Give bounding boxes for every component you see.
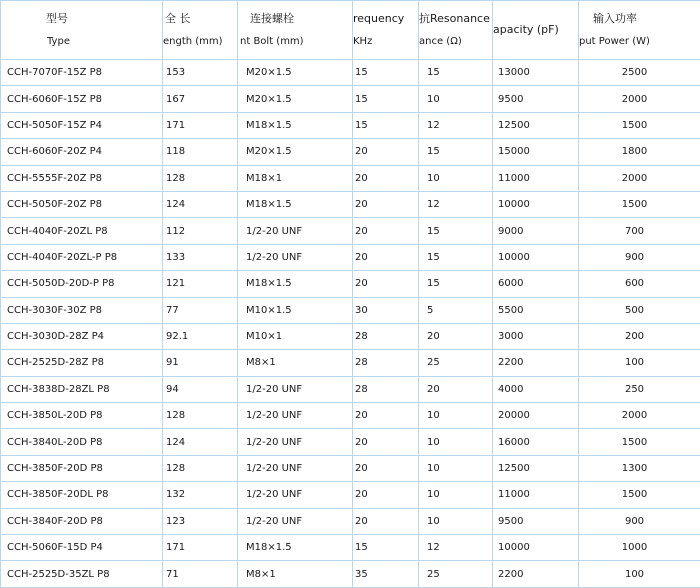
cell-resonance: 15: [419, 218, 493, 244]
cell-model: CCH-3838D-28ZL P8: [1, 376, 163, 402]
table-row: [1, 165, 700, 191]
cell-length: 128: [163, 165, 238, 191]
cell-resonance: 20: [419, 323, 493, 349]
cell-power: 900: [579, 244, 700, 270]
cell-frequency: 20: [353, 218, 419, 244]
cell-bolt: 1/2-20 UNF: [238, 244, 353, 270]
cell-power: 100: [579, 350, 700, 376]
cell-model: CCH-5050F-20Z P8: [1, 191, 163, 217]
cell-frequency: 20: [353, 244, 419, 270]
cell-resonance: 10: [419, 165, 493, 191]
cell-length: 128: [163, 403, 238, 429]
cell-length: 94: [163, 376, 238, 402]
cell-frequency: 20: [353, 455, 419, 481]
table-row: [1, 218, 700, 244]
cell-frequency: 28: [353, 376, 419, 402]
header-bolt: [238, 1, 353, 60]
cell-length: 112: [163, 218, 238, 244]
table-row: [1, 508, 700, 534]
cell-bolt: M20×1.5: [238, 86, 353, 112]
cell-capacity: 12500: [493, 112, 579, 138]
cell-power: 2000: [579, 86, 700, 112]
cell-power: 1000: [579, 535, 700, 561]
cell-model: CCH-6060F-15Z P8: [1, 86, 163, 112]
cell-model: CCH-4040F-20ZL-P P8: [1, 244, 163, 270]
header-frequency: [353, 1, 419, 60]
cell-power: 1500: [579, 429, 700, 455]
table-body: [1, 60, 700, 588]
cell-power: 250: [579, 376, 700, 402]
cell-model: CCH-5050F-15Z P4: [1, 112, 163, 138]
cell-power: 2000: [579, 403, 700, 429]
cell-resonance: 5: [419, 297, 493, 323]
cell-frequency: 28: [353, 350, 419, 376]
cell-length: 121: [163, 271, 238, 297]
cell-power: 1800: [579, 139, 700, 165]
header-power-en: put Power (W): [579, 36, 700, 47]
cell-model: CCH-5555F-20Z P8: [1, 165, 163, 191]
cell-bolt: 1/2-20 UNF: [238, 429, 353, 455]
header-frequency-unit: KHz: [353, 36, 418, 47]
cell-bolt: 1/2-20 UNF: [238, 455, 353, 481]
cell-capacity: 3000: [493, 323, 579, 349]
cell-capacity: 4000: [493, 376, 579, 402]
cell-power: 100: [579, 561, 700, 587]
cell-capacity: 10000: [493, 535, 579, 561]
cell-frequency: 15: [353, 112, 419, 138]
header-capacity-en: apacity (pF): [493, 23, 578, 36]
header-length: [163, 1, 238, 60]
table-row: [1, 482, 700, 508]
cell-resonance: 12: [419, 535, 493, 561]
cell-model: CCH-3030F-30Z P8: [1, 297, 163, 323]
cell-bolt: M18×1.5: [238, 535, 353, 561]
cell-power: 1500: [579, 191, 700, 217]
cell-bolt: M20×1.5: [238, 60, 353, 86]
cell-resonance: 12: [419, 112, 493, 138]
cell-length: 124: [163, 191, 238, 217]
cell-capacity: 6000: [493, 271, 579, 297]
cell-length: 91: [163, 350, 238, 376]
header-length-zh: 全 长: [163, 10, 237, 26]
table-row: [1, 60, 700, 86]
cell-frequency: 35: [353, 561, 419, 587]
cell-frequency: 20: [353, 403, 419, 429]
cell-resonance: 15: [419, 271, 493, 297]
header-power: [579, 1, 700, 60]
cell-bolt: M8×1: [238, 350, 353, 376]
cell-bolt: M20×1.5: [238, 139, 353, 165]
header-bolt-en: nt Bolt (mm): [238, 36, 352, 47]
cell-model: CCH-3850F-20DL P8: [1, 482, 163, 508]
cell-frequency: 15: [353, 535, 419, 561]
cell-resonance: 25: [419, 350, 493, 376]
cell-model: CCH-2525D-35ZL P8: [1, 561, 163, 587]
table-row: [1, 429, 700, 455]
cell-resonance: 25: [419, 561, 493, 587]
cell-power: 700: [579, 218, 700, 244]
cell-resonance: 10: [419, 508, 493, 534]
cell-frequency: 20: [353, 165, 419, 191]
cell-resonance: 10: [419, 455, 493, 481]
cell-power: 1300: [579, 455, 700, 481]
cell-bolt: M10×1: [238, 323, 353, 349]
cell-length: 118: [163, 139, 238, 165]
cell-capacity: 15000: [493, 139, 579, 165]
cell-power: 2000: [579, 165, 700, 191]
cell-resonance: 10: [419, 86, 493, 112]
cell-frequency: 20: [353, 508, 419, 534]
cell-frequency: 28: [353, 323, 419, 349]
cell-power: 2500: [579, 60, 700, 86]
cell-length: 92.1: [163, 323, 238, 349]
header-resonance-en: ance (Ω): [419, 36, 492, 47]
cell-resonance: 15: [419, 60, 493, 86]
cell-resonance: 10: [419, 429, 493, 455]
header-row: [1, 1, 700, 60]
header-resonance-zh: 抗Resonance: [419, 10, 492, 26]
header-length-en: ength (mm): [163, 36, 237, 47]
cell-resonance: 20: [419, 376, 493, 402]
cell-bolt: 1/2-20 UNF: [238, 508, 353, 534]
cell-resonance: 15: [419, 139, 493, 165]
table-row: [1, 191, 700, 217]
cell-bolt: M18×1: [238, 165, 353, 191]
cell-length: 128: [163, 455, 238, 481]
table-row: [1, 323, 700, 349]
cell-length: 71: [163, 561, 238, 587]
table-row: [1, 271, 700, 297]
table-row: [1, 112, 700, 138]
cell-model: CCH-3030D-28Z P4: [1, 323, 163, 349]
cell-length: 167: [163, 86, 238, 112]
table-row: [1, 350, 700, 376]
cell-power: 1500: [579, 482, 700, 508]
cell-bolt: 1/2-20 UNF: [238, 403, 353, 429]
cell-length: 77: [163, 297, 238, 323]
cell-bolt: 1/2-20 UNF: [238, 482, 353, 508]
cell-resonance: 15: [419, 244, 493, 270]
table-row: [1, 244, 700, 270]
cell-bolt: M18×1.5: [238, 191, 353, 217]
cell-resonance: 12: [419, 191, 493, 217]
cell-length: 123: [163, 508, 238, 534]
cell-frequency: 30: [353, 297, 419, 323]
cell-capacity: 10000: [493, 244, 579, 270]
cell-model: CCH-5050D-20D-P P8: [1, 271, 163, 297]
header-type-en: Type: [1, 36, 162, 47]
cell-bolt: M10×1.5: [238, 297, 353, 323]
cell-capacity: 12500: [493, 455, 579, 481]
cell-length: 171: [163, 535, 238, 561]
header-type-zh: 型号: [1, 10, 162, 26]
table-row: [1, 297, 700, 323]
header-frequency-en: requency: [353, 12, 418, 25]
cell-length: 153: [163, 60, 238, 86]
cell-model: CCH-3850L-20D P8: [1, 403, 163, 429]
cell-frequency: 15: [353, 86, 419, 112]
cell-bolt: 1/2-20 UNF: [238, 218, 353, 244]
cell-capacity: 9500: [493, 508, 579, 534]
table-row: [1, 535, 700, 561]
table-row: [1, 139, 700, 165]
cell-frequency: 20: [353, 482, 419, 508]
cell-length: 132: [163, 482, 238, 508]
cell-model: CCH-6060F-20Z P4: [1, 139, 163, 165]
cell-frequency: 20: [353, 429, 419, 455]
cell-capacity: 5500: [493, 297, 579, 323]
cell-capacity: 9500: [493, 86, 579, 112]
cell-capacity: 2200: [493, 350, 579, 376]
cell-length: 171: [163, 112, 238, 138]
cell-capacity: 2200: [493, 561, 579, 587]
cell-capacity: 10000: [493, 191, 579, 217]
cell-model: CCH-5060F-15D P4: [1, 535, 163, 561]
cell-model: CCH-3840L-20D P8: [1, 429, 163, 455]
header-type: [1, 1, 163, 60]
cell-capacity: 9000: [493, 218, 579, 244]
table-row: [1, 403, 700, 429]
table-row: [1, 455, 700, 481]
cell-model: CCH-3850F-20D P8: [1, 455, 163, 481]
header-power-zh: 输入功率: [579, 10, 700, 26]
cell-frequency: 20: [353, 139, 419, 165]
cell-capacity: 11000: [493, 165, 579, 191]
cell-length: 124: [163, 429, 238, 455]
cell-capacity: 11000: [493, 482, 579, 508]
header-capacity: [493, 1, 579, 60]
cell-power: 500: [579, 297, 700, 323]
header-resonance: [419, 1, 493, 60]
header-bolt-zh: 连接螺栓: [238, 10, 352, 26]
cell-bolt: M8×1: [238, 561, 353, 587]
cell-frequency: 15: [353, 60, 419, 86]
cell-length: 133: [163, 244, 238, 270]
cell-model: CCH-7070F-15Z P8: [1, 60, 163, 86]
cell-resonance: 10: [419, 403, 493, 429]
cell-bolt: M18×1.5: [238, 271, 353, 297]
cell-capacity: 16000: [493, 429, 579, 455]
cell-resonance: 10: [419, 482, 493, 508]
cell-frequency: 20: [353, 271, 419, 297]
cell-power: 1500: [579, 112, 700, 138]
table-row: [1, 376, 700, 402]
cell-power: 200: [579, 323, 700, 349]
table-row: [1, 561, 700, 587]
cell-model: CCH-3840F-20D P8: [1, 508, 163, 534]
cell-frequency: 20: [353, 191, 419, 217]
table-row: [1, 86, 700, 112]
cell-capacity: 20000: [493, 403, 579, 429]
cell-bolt: 1/2-20 UNF: [238, 376, 353, 402]
cell-capacity: 13000: [493, 60, 579, 86]
cell-power: 900: [579, 508, 700, 534]
cell-model: CCH-2525D-28Z P8: [1, 350, 163, 376]
cell-bolt: M18×1.5: [238, 112, 353, 138]
cell-model: CCH-4040F-20ZL P8: [1, 218, 163, 244]
cell-power: 600: [579, 271, 700, 297]
